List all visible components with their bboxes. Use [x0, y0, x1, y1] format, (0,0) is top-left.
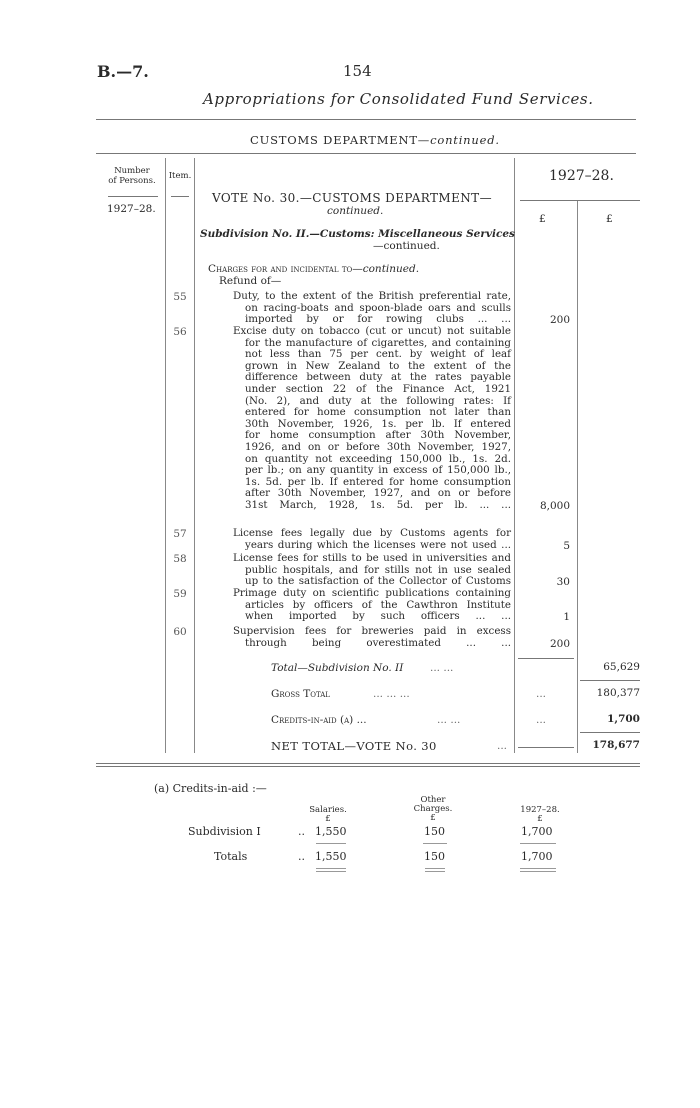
item-description-line: grown in New Zealand to the extent of the — [245, 359, 511, 372]
item-description-line: when imported by such officers ... ... — [245, 610, 511, 623]
footnote-sum-rule-other — [423, 843, 447, 844]
item-description-line: for the manufacture of cigarettes, and containing — [245, 336, 511, 349]
item-description-line: 30th November, 1926, 1s. per lb. If entered — [245, 417, 511, 430]
item-amount: 8,000 — [539, 500, 570, 512]
table-bottom-rule-double — [96, 766, 640, 767]
footnote-row-subdivision-label: Subdivision I — [188, 825, 261, 838]
item-amount: 1 — [563, 611, 570, 624]
column-rule-description — [514, 158, 515, 753]
item-description-line: up to the satisfaction of the Collector of Customs — [245, 575, 511, 588]
column-number-of-persons — [103, 166, 161, 186]
item-heading-rule — [171, 196, 189, 197]
credits-in-aid-label: Credits-in-aid (a) ... — [271, 714, 367, 726]
charges-heading-text: Charges for and incidental to— — [208, 263, 363, 275]
item-description-line: per lb.; on any quantity in excess of 150,000 lb., — [245, 464, 511, 477]
credits-in-aid-mid-dots: ... — [536, 714, 547, 726]
charges-heading — [208, 263, 419, 275]
item-description-line: 1926, and on or before 30th November, 1927, — [245, 441, 511, 453]
item-description-line: articles by officers of the Cawthron Institute — [245, 598, 511, 611]
item-number: 55 — [173, 291, 187, 303]
credits-in-aid-dots: ... ... — [437, 714, 461, 726]
footnote-row-totals-salaries: 1,550 — [315, 850, 347, 863]
charges-heading-continued: continued. — [362, 263, 420, 275]
footnote-total-rule-salaries-2 — [316, 871, 346, 872]
item-number: 60 — [173, 626, 187, 638]
persons-heading-line-1: Number — [114, 166, 150, 176]
footnote-sum-rule-year — [520, 843, 556, 844]
item-description-line: not less than 75 per cent. by weight of leaf — [245, 348, 511, 361]
item-description-line: through being overestimated ... ... — [245, 636, 511, 649]
items-sum-rule — [518, 658, 574, 659]
footnote-col-year — [515, 806, 565, 824]
footnote-col-salaries — [303, 806, 353, 824]
footnote-total-rule-salaries — [316, 868, 346, 869]
table-bottom-rule — [96, 763, 640, 764]
year-heading-rule — [520, 200, 640, 201]
footnote-year-heading: 1927–28. — [520, 805, 560, 815]
item-description-line: Primage duty on scientific publications containing — [233, 587, 511, 599]
department-name: CUSTOMS DEPARTMENT— — [250, 133, 431, 147]
credits-rule — [580, 732, 640, 733]
column-rule-amount — [577, 200, 578, 753]
footnote-row-totals-year: 1,700 — [521, 850, 553, 863]
item-amount: 5 — [563, 539, 570, 552]
department-continued: continued. — [430, 133, 500, 147]
page-reference: B.—7. — [97, 62, 149, 81]
item-amount: 200 — [549, 314, 570, 327]
net-total-dots: ... — [497, 740, 508, 752]
subdivision-total-rule — [580, 680, 640, 681]
footnote-row-subdivision-year: 1,700 — [521, 825, 553, 838]
item-description-line: difference between duty at the rates payable — [245, 371, 511, 384]
item-amount: 200 — [549, 637, 570, 650]
department-heading — [250, 133, 500, 147]
gross-total-dots: ... ... ... — [373, 688, 410, 700]
credits-in-aid-value: 1,700 — [607, 713, 640, 725]
gross-total-label: Gross Total — [271, 688, 330, 700]
refund-of-heading: Refund of— — [219, 275, 282, 287]
currency-total: £ — [606, 213, 613, 225]
item-description-line: License fees legally due by Customs agents for — [233, 527, 511, 539]
item-description-line: License fees for stills to be used in universities and — [233, 552, 511, 564]
footnote-total-rule-other-2 — [425, 871, 445, 872]
footnote-other-heading-2: Charges. — [413, 804, 453, 814]
item-description-line: 31st March, 1928, 1s. 5d. per lb. ... ... — [245, 499, 511, 511]
vote-title: VOTE No. 30.—CUSTOMS DEPARTMENT— — [212, 191, 492, 205]
item-number: 58 — [173, 553, 187, 565]
currency-other-charges: £ — [539, 213, 546, 225]
persons-year: 1927–28. — [107, 203, 156, 215]
footnote-total-rule-other — [425, 868, 445, 869]
item-description-line: years during which the licenses were not used ... — [245, 538, 511, 551]
item-amount: 30 — [556, 576, 570, 589]
item-description-line: entered for home consumption not later than — [245, 406, 511, 419]
gross-total-mid-dots: ... — [536, 688, 547, 700]
item-description-line: 1s. 5d. per lb. If entered for home consumption — [245, 475, 511, 488]
footnote-row-totals-dots: .. — [298, 850, 305, 863]
item-number: 56 — [173, 326, 187, 338]
footnote-row-totals-label: Totals — [214, 850, 248, 863]
footnote-year-currency: £ — [537, 814, 543, 824]
net-total-mid-rule — [518, 747, 574, 748]
item-description-line: under section 22 of the Finance Act, 1921 — [245, 383, 511, 395]
footnote-row-subdivision-salaries: 1,550 — [315, 825, 347, 838]
item-description-line: Supervision fees for breweries paid in excess — [233, 625, 511, 637]
footnote-other-currency: £ — [430, 813, 436, 823]
persons-heading-line-2: of Persons. — [108, 176, 156, 186]
item-description-line: after 30th November, 1927, and on or before — [245, 487, 511, 500]
vote-title-continued: continued. — [327, 205, 384, 217]
column-item: Item. — [168, 171, 192, 181]
gross-total-value: 180,377 — [596, 687, 640, 699]
page-number: 154 — [343, 62, 372, 80]
item-description-line: Duty, to the extent of the British preferential rate, — [233, 290, 511, 302]
footnote-sum-rule-salaries — [316, 843, 346, 844]
footnote-title: (a) Credits-in-aid :— — [154, 782, 267, 795]
subdivision-total-value: 65,629 — [603, 661, 640, 673]
item-description-line: imported by or for rowing clubs ... ... — [245, 313, 511, 326]
column-rule-item — [194, 158, 195, 753]
persons-heading-rule — [108, 196, 158, 197]
footnote-other-heading-1: Other — [420, 795, 446, 805]
net-total-label: NET TOTAL—VOTE No. 30 — [271, 739, 437, 753]
footnote-total-rule-year-2 — [520, 871, 556, 872]
net-total-value: 178,677 — [592, 739, 640, 751]
footnote-salaries-currency: £ — [325, 814, 331, 824]
item-description-line: (No. 2), and duty at the following rates: If — [245, 394, 511, 407]
item-number: 59 — [173, 588, 187, 600]
column-rule-persons — [165, 158, 166, 753]
footnote-total-rule-year — [520, 868, 556, 869]
subdivision-heading: Subdivision No. II.—Customs: Miscellaneous Services — [200, 228, 515, 240]
footnote-row-totals-other: 150 — [424, 850, 445, 863]
subdivision-total-label: Total—Subdivision No. II — [271, 662, 404, 674]
item-number: 57 — [173, 528, 187, 540]
subdivision-total-dots: ... ... — [430, 662, 454, 674]
footnote-row-subdivision-dots: .. — [298, 825, 305, 838]
item-description-line: on racing-boats and spoon-blade oars and sculls — [245, 301, 511, 314]
header-rule — [96, 119, 636, 120]
item-description-line: for home consumption after 30th November, — [245, 429, 511, 442]
table-top-rule — [96, 153, 636, 154]
item-description-line: public hospitals, and for stills not in use sealed — [245, 563, 511, 576]
running-title: Appropriations for Consolidated Fund Services. — [203, 90, 594, 108]
item-description-line: on quantity not exceeding 150,000 lb., 1s. 2d. — [245, 452, 511, 465]
footnote-row-subdivision-other: 150 — [424, 825, 445, 838]
subdivision-heading-continued: —continued. — [373, 240, 440, 252]
footnote-col-other — [408, 796, 458, 823]
column-year-heading: 1927–28. — [549, 168, 614, 184]
item-description-line: Excise duty on tobacco (cut or uncut) not suitable — [233, 325, 511, 337]
footnote-salaries-heading: Salaries. — [309, 805, 347, 815]
